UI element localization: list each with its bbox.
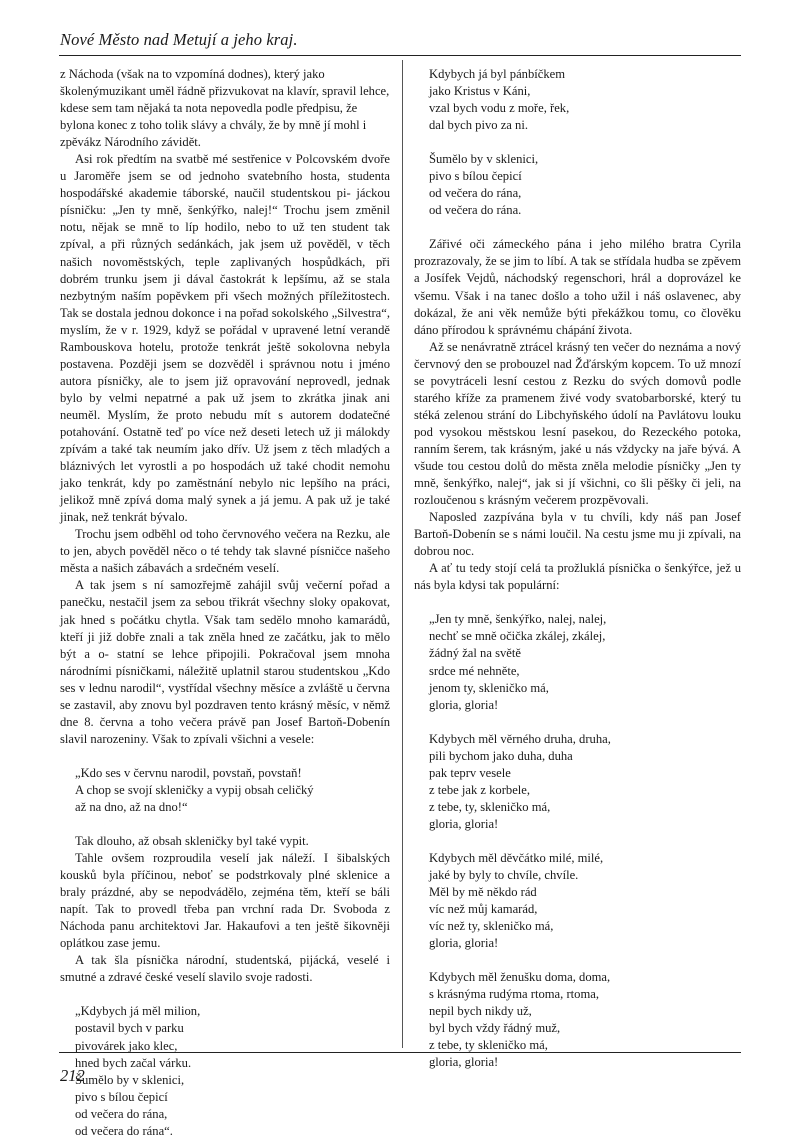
text-line: „Jen ty mně, šenkýřko, nalej, nalej, — [429, 612, 607, 627]
song-verse — [429, 969, 741, 1071]
text-line: „Kdybych já měl milion, — [75, 1004, 201, 1019]
spacer — [60, 748, 390, 765]
text-line: postavil bych v parku — [75, 1021, 184, 1036]
header-rule — [59, 55, 741, 56]
paragraph: Trochu jsem odběhl od toho červnového večera na Rezku, ale to jen, abych pověděl něco o té tehdy tak slavné písničce našeho města a našich zábavách a srdečném veselí. — [60, 527, 390, 576]
text-line: A chop se svojí skleničky a vypij obsah celičký — [75, 782, 314, 797]
spacer — [414, 714, 741, 731]
paragraph: Naposled zazpívána byla v tu chvíli, kdy náš pan Josef Bartoň-Dobenín se s námi loučil. Na cestu jsme mu ji zpívali, na dobrou noc. — [414, 510, 741, 559]
text-line: srdce mé nehněte, — [429, 663, 520, 678]
paragraph: Až se nenávratně ztrácel krásný ten večer do neznáma a nový červnový den se probouzel nad Žďárským kopcem. To už mnozí se povytráceli lesní cestou z Rezku do svých domovů podle starého kříže za pramenem živé vody svatobarborské, který tu stéká zelenou strání do Libchyňského údolí na Pavlátovu louku pod vysokou městskou lesní pasekou, do Rezeckého potoka, ranním šerem, tak krásným, jaké u nás vždycky na jaře bývá. A všude tou cestou dolů do města zněla melodie písničky „Jen ty mně, šenkýřko, nalej“, jak si jí všichni, co šli pěšky či jeli, na rozloučenou s krásným večerem prozpěvovali. — [414, 339, 741, 508]
text-line: s krásnýma rudýma rtoma, rtoma, — [429, 987, 599, 1002]
text-line: nechť se mně očička zkálej, zkálej, — [429, 629, 606, 644]
text-line: vzal bych vodu z moře, řek, — [429, 101, 570, 116]
spacer — [414, 952, 741, 969]
text-line: pili bychom jako duha, duha — [429, 748, 573, 763]
text-line: Kdybych měl věrného druha, druha, — [429, 731, 611, 746]
text-line: až na dno, až na dno!“ — [75, 799, 188, 814]
text-line: nepil bych nikdy už, — [429, 1004, 532, 1019]
text-line: Měl by mě někdo rád — [429, 885, 537, 900]
paragraph: A tak jsem s ní samozřejmě zahájil svůj večerní pořad a panečku, nestačil jsem za sebou třikrát všechny sloky opakovat, jak hned s počátku chytla. Však tam sedělo mnoho kamarádů, kteří ji již dobře znali a tak zněla hned ze začátku, jak to mělo být a o- statní se lehce připojili. Pokračoval jsem mnoha národními písničkami, náležitě uplatnil starou studentskou „Kdo ses v lednu narodil“, vystřídal všechny měsíce a zvláště u června se zastavil, aby znovu byl pozdraven tento krásný měsíc, v němž dne 8. června a toho večera právě pan Josef Bartoň-Dobenín slavil narozeniny. Však to zpívali všichni a vesele: — [60, 578, 390, 746]
column-divider — [402, 60, 403, 1048]
running-header-title: Nové Město nad Metují a jeho kraj. — [60, 30, 298, 49]
text-line: pivovárek jako klec, — [75, 1038, 178, 1053]
spacer — [414, 594, 741, 611]
text-line: Šumělo by v sklenici, — [429, 152, 539, 167]
spacer — [414, 833, 741, 850]
spacer — [414, 134, 741, 151]
song-verse — [75, 765, 390, 816]
text-line: od večera do rána“. — [75, 1123, 173, 1138]
text-line: z Náchoda (však na to vzpomíná dodnes), který jako školený — [60, 67, 325, 99]
text-line: gloria, gloria! — [429, 936, 499, 951]
text-line: pivo s bílou čepicí — [75, 1089, 168, 1104]
right-column — [414, 66, 741, 1071]
text-line: z tebe jak z korbele, — [429, 782, 531, 797]
text-line: od večera do rána, — [75, 1106, 168, 1121]
text-line: od večera do rána. — [429, 203, 522, 218]
song-verse — [429, 66, 741, 134]
paragraph: Tahle ovšem rozproudila veselí jak náleží. I šibalských kousků byla příčinou, neboť se podstrkovaly plné sklenice a braly prázdné, aby se nepodvádělo, zejména těm, kteří se báli napít. Tak to provedl třeba pan vrchní rada Dr. Svoboda z Náchoda panu architektovi Jar. Hakaufovi a ten ještě šikovněji oplátkou zase jemu. — [60, 851, 390, 951]
text-line: byl bych vždy řádný muž, — [429, 1021, 561, 1036]
text-line: dal bych pivo za ni. — [429, 118, 528, 133]
text-line: z Národního závidět. — [95, 135, 201, 150]
text-line: jako Kristus v Káni, — [429, 84, 531, 99]
text-line: Kdybych měl ženušku doma, doma, — [429, 970, 611, 985]
paragraph: Asi rok předtím na svatbě mé sestřenice v Polcovském dvoře u Jaroměře jsem se od jednoho svatebního hosta, studenta hospodářské akademie táborské, naučil studentskou pi- jáckou písničku: „Jen ty mně, šenkýřko, nalej!“ Trochu jsem změnil notu, nějak se mně to líp hodilo, nebo to už ten student tak zpíval, a při různých sedánkách, jak jsem už pověděl, v těch našich novoměstských, teple zaplivaných hospůdkách, při dobrém trunku jsem ji dával častokrát k lepšímu, až se stala nezbytným naším popěvkem při všech možných příležitostech. Tak se dostala jednou dokonce i na pořad sokolského „Silvestra“, myslím, že v r. 1929, když se pořádal v upravené letní verandě Rambouskova hotelu, protože tenkrát ještě sokolovna nebyla postavena. Později jsem se dozvěděl i správnou notu i jméno autora písničky, ale to jsem již opravování neprovedl, jednak bylo by velmi nepatrné a pak už jsem to zkrátka jinak ani neuměl. Myslím, že proto nebudu mít s autorem dodatečné potahování. Ostatně teď po více než deseti letech už ji málokdy zpívám a také tak neumím jako dřív. Už jsem z těch mladých a bláznivých let vyrostli a po hospodách už také chodit nemohu jako tenkrát, kdy po zaměstnání nebylo nic lepšího na práci, jelikož mně zpívá doma malý synek a já jemu. A pak už je také jinak, než tenkrát bývalo. — [60, 152, 390, 525]
text-line: „Kdo ses v červnu narodil, povstaň, povstaň! — [75, 765, 302, 780]
text-line: pivo s bílou čepicí — [429, 169, 522, 184]
text-line: hned bych začal várku. — [75, 1055, 192, 1070]
spacer — [60, 986, 390, 1003]
song-verse — [75, 1003, 390, 1139]
text-line: gloria, gloria! — [429, 816, 499, 831]
spacer — [60, 816, 390, 833]
song-verse — [429, 151, 741, 219]
text-line: na konec z toho tolik slávy a chvály, že by mně jí mohl i zpěvák — [60, 118, 367, 150]
song-verse — [429, 731, 741, 833]
footer-rule — [59, 1052, 741, 1053]
text-line: se sem tam nějaká ta nota nepovedla podle předpisu, že bylo — [60, 101, 358, 133]
left-column — [60, 66, 390, 1140]
text-line: víc než můj kamarád, — [429, 902, 538, 917]
text-line: pak teprv vesele — [429, 765, 511, 780]
text-line: gloria, gloria! — [429, 697, 499, 712]
opening-lines — [60, 66, 390, 151]
paragraph: A tak šla písnička národní, studentská, pijácká, veselé i smutné a zdravé české veselí slavilo svoje radosti. — [60, 953, 390, 985]
paragraph: A ať tu tedy stojí celá ta prožluklá písnička o šenkýřce, jež u nás byla kdysi tak populární: — [414, 561, 741, 593]
paragraph: Tak dlouho, až obsah skleničky byl také vypit. — [75, 834, 309, 849]
text-line: víc než ty, skleničko má, — [429, 919, 554, 934]
text-line: muzikant uměl řádně přizvukovat na klavír, spravil lehce, kde — [60, 84, 390, 116]
text-line: Kdybych já byl pánbíčkem — [429, 67, 566, 81]
text-line: žádný žal na světě — [429, 646, 521, 661]
song-verse — [429, 850, 741, 952]
text-line: z tebe, ty, skleničko má, — [429, 799, 551, 814]
text-line: od večera do rána, — [429, 186, 522, 201]
text-line: gloria, gloria! — [429, 1055, 499, 1070]
spacer — [414, 219, 741, 236]
page-number: 212 — [60, 1066, 85, 1085]
text-line: jenom ty, skleničko má, — [429, 680, 549, 695]
text-line: z tebe, ty skleničko má, — [429, 1038, 548, 1053]
text-line: Kdybych měl děvčátko milé, milé, — [429, 850, 604, 865]
song-verse — [429, 611, 741, 713]
text-line: Šumělo by v sklenici, — [75, 1072, 185, 1087]
text-line: jaké by byly to chvíle, chvíle. — [429, 867, 579, 882]
paragraph: Zářivé oči zámeckého pána i jeho milého bratra Cyrila prozrazovaly, že se jim to líbí. A tak se střídala hudba se zpěvem a Josífek Vejdů, náchodský regenschori, hrál a doprovázel ke všemu. Však i na tanec došlo a toho užil i náš oslavenec, aby dokázal, že ani věk nemůže býti překážkou tomu, co člověku dáno přírodou k správnému chápání života. — [414, 237, 741, 337]
